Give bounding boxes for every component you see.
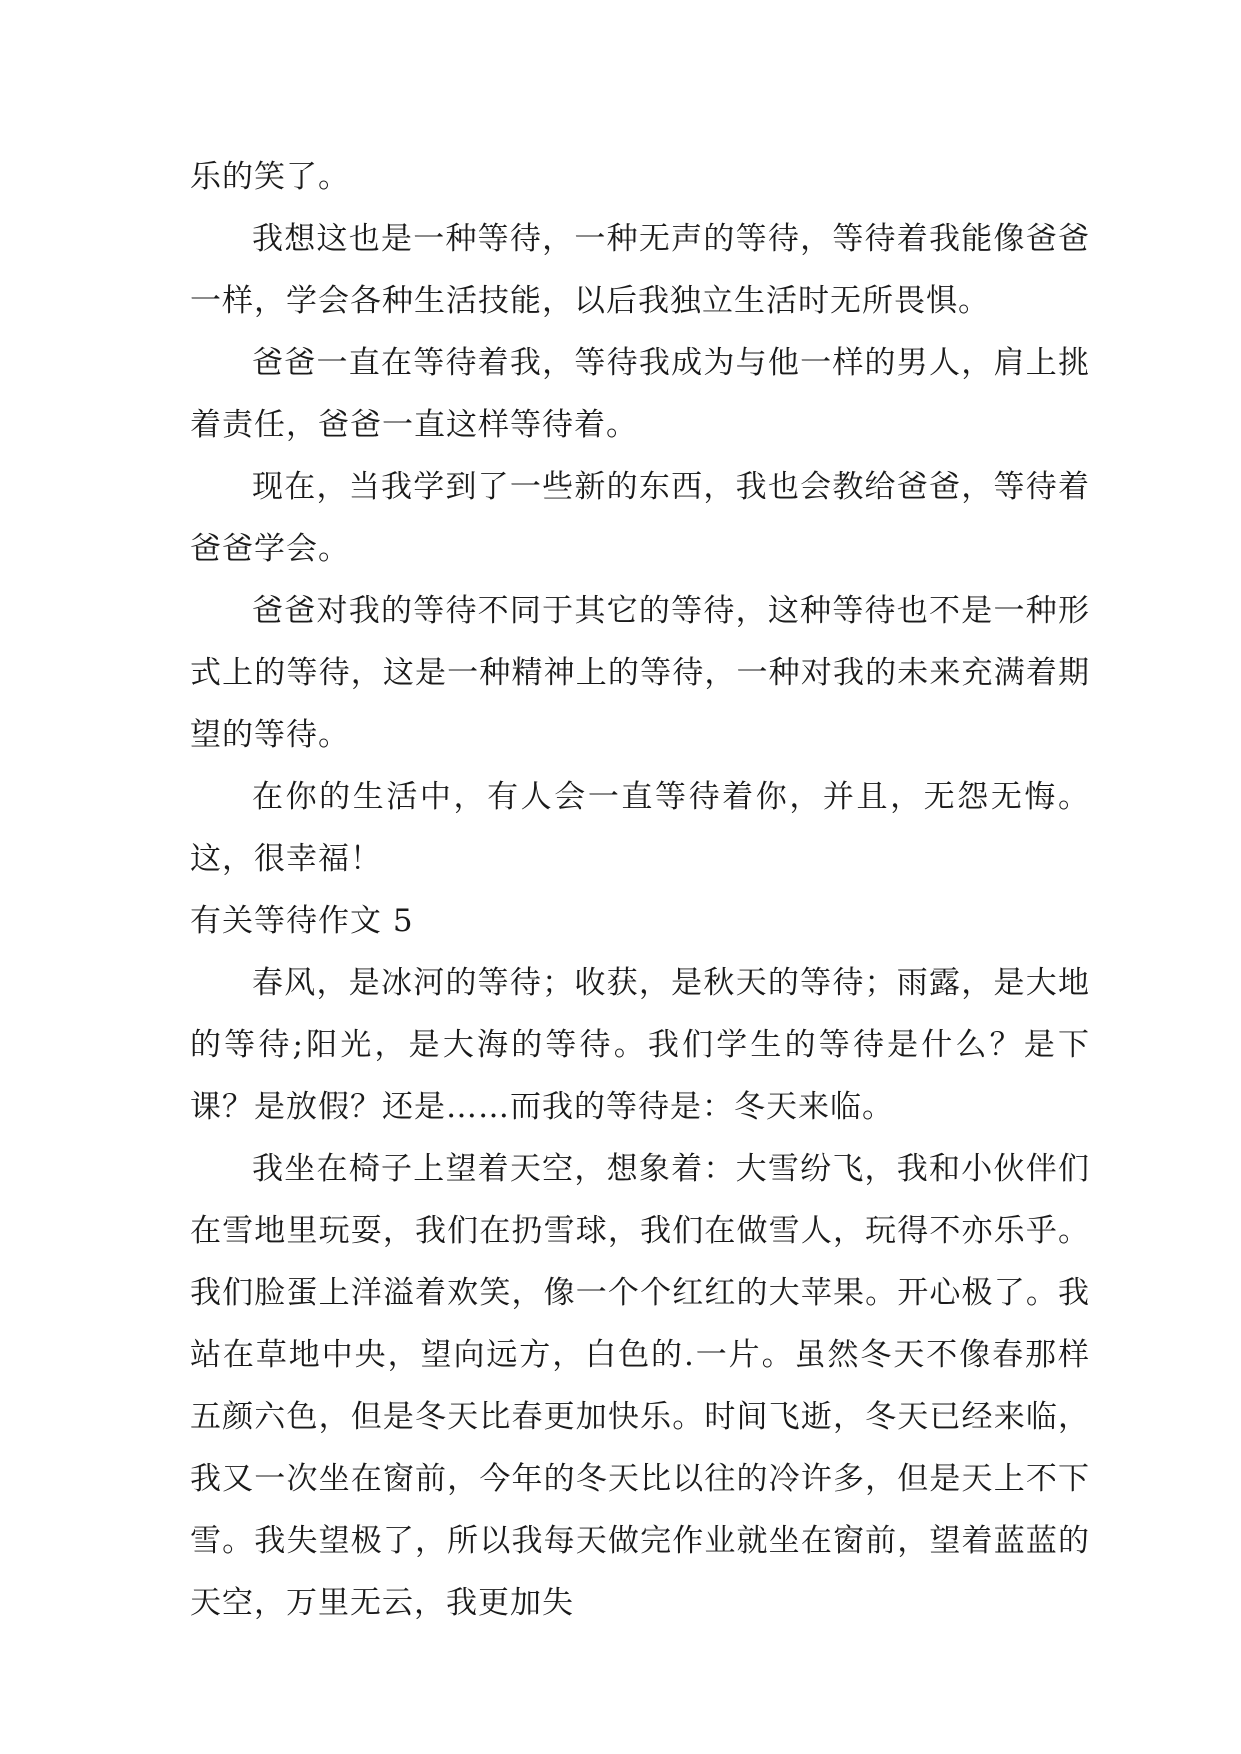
paragraph: 我坐在椅子上望着天空，想象着：大雪纷飞，我和小伙伴们在雪地里玩耍，我们在扔雪球，我们在做雪人，玩得不亦乐乎。我们脸蛋上洋溢着欢笑，像一个个红红的大苹果。开心极了。我站在草地中央，望向远方，白色的.一片。虽然冬天不像春那样五颜六色，但是冬天比春更加快乐。时间飞逝，冬天已经来临，我又一次坐在窗前，今年的冬天比以往的冷许多，但是天上不下雪。我失望极了，所以我每天做完作业就坐在窗前，望着蓝蓝的天空，万里无云，我更加失	[190, 1151, 1090, 1621]
paragraph-continued: 乐的笑了。	[190, 159, 350, 195]
paragraph: 春风，是冰河的等待；收获，是秋天的等待；雨露，是大地的等待;阳光，是大海的等待。我们学生的等待是什么？是下课？是放假？还是……而我的等待是：冬天来临。	[190, 965, 1090, 1125]
section-heading: 有关等待作文 5	[190, 903, 414, 939]
paragraph: 爸爸一直在等待着我，等待我成为与他一样的男人，肩上挑着责任，爸爸一直这样等待着。	[190, 345, 1090, 443]
paragraph: 我想这也是一种等待，一种无声的等待，等待着我能像爸爸一样，学会各种生活技能，以后我独立生活时无所畏惧。	[190, 221, 1090, 319]
paragraph: 在你的生活中，有人会一直等待着你，并且，无怨无悔。这，很幸福！	[190, 779, 1090, 877]
paragraph: 现在，当我学到了一些新的东西，我也会教给爸爸，等待着爸爸学会。	[190, 469, 1090, 567]
paragraph: 爸爸对我的等待不同于其它的等待，这种等待也不是一种形式上的等待，这是一种精神上的等待，一种对我的未来充满着期望的等待。	[190, 593, 1090, 753]
document-body	[190, 146, 1090, 1634]
